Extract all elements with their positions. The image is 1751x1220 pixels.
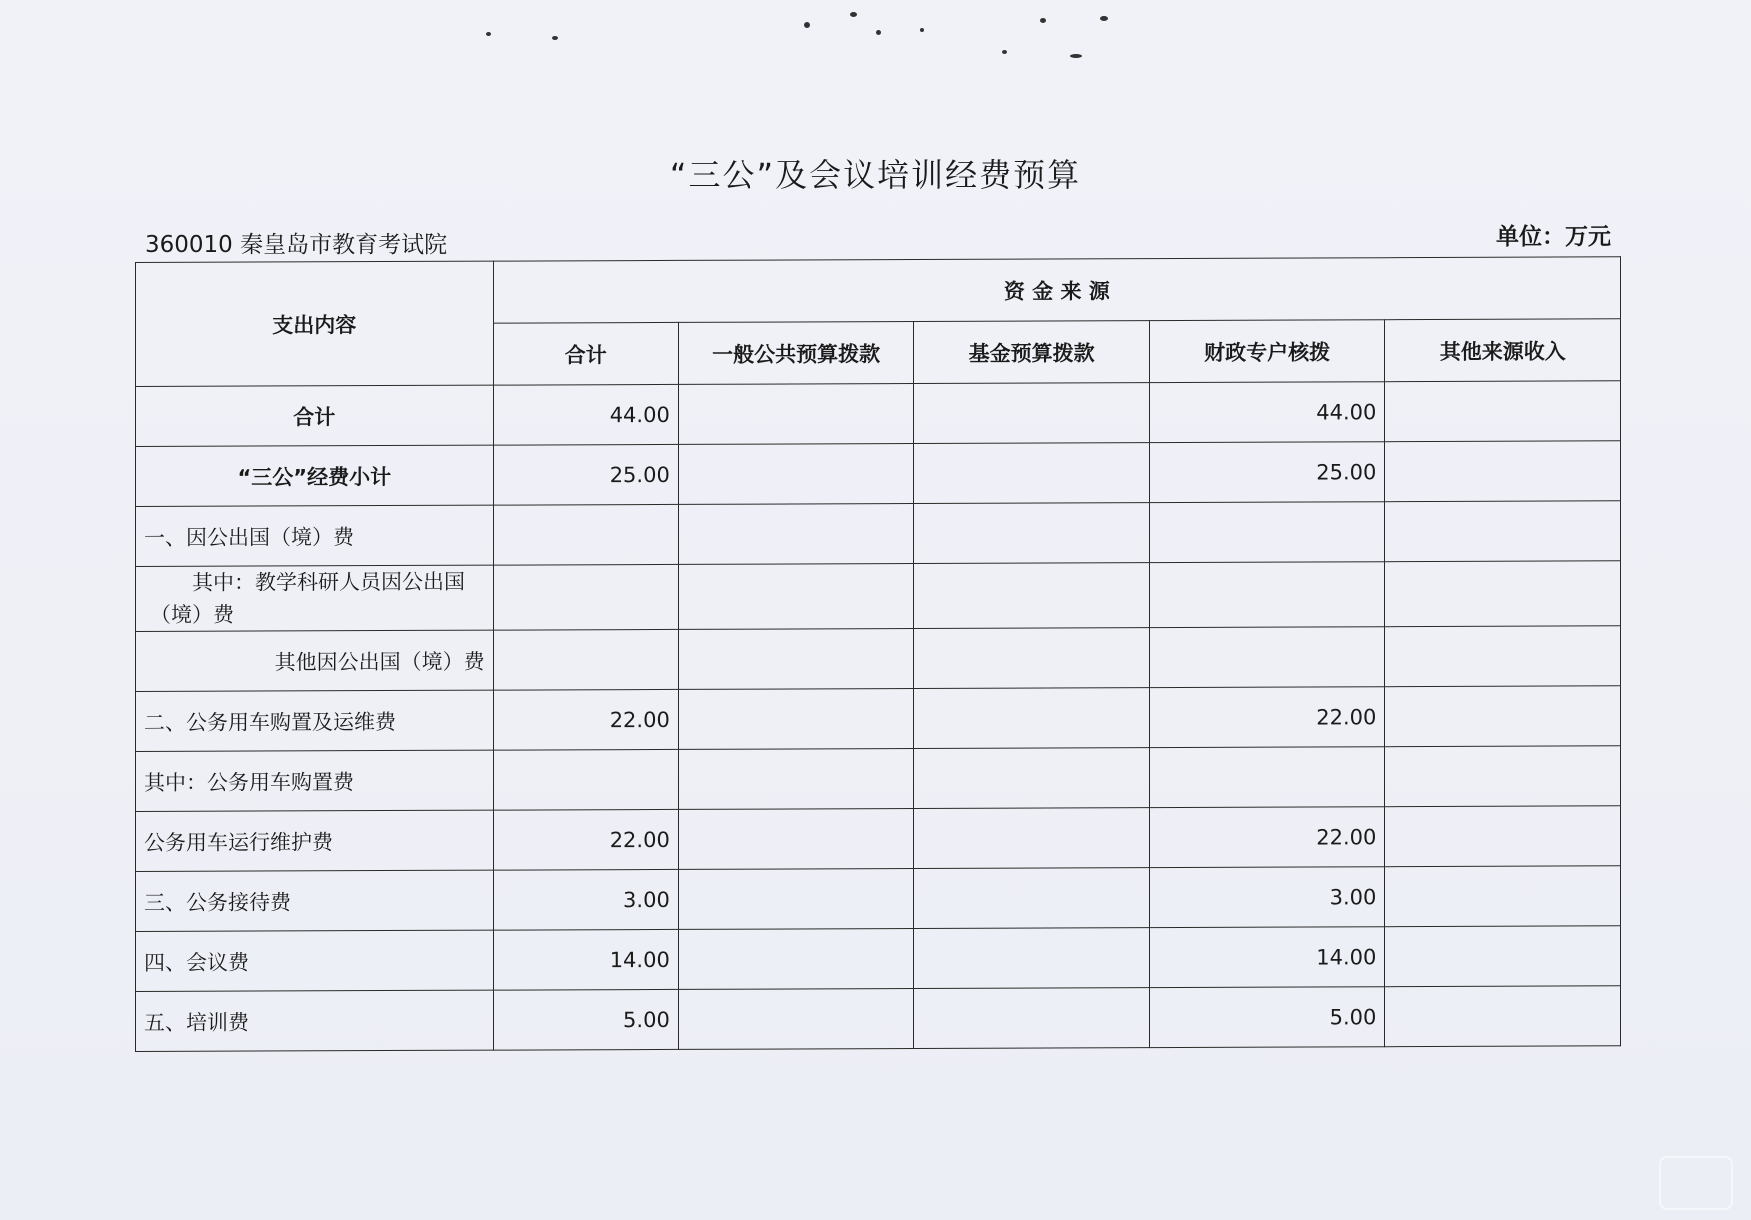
row-label: 二、公务用车购置及运维费 xyxy=(136,690,494,751)
cell-special xyxy=(1149,562,1385,628)
cell-total: 22.00 xyxy=(493,689,678,750)
row-label: 其中：教学科研人员因公出国（境）费 xyxy=(136,565,494,631)
row-label: 其他因公出国（境）费 xyxy=(136,630,494,691)
corner-watermark xyxy=(1659,1156,1733,1210)
cell-fund xyxy=(914,688,1150,749)
cell-general xyxy=(678,989,914,1050)
cell-other xyxy=(1385,626,1621,687)
cell-other xyxy=(1385,986,1621,1047)
cell-fund xyxy=(914,748,1150,809)
row-label: 一、因公出国（境）费 xyxy=(136,505,494,566)
cell-total xyxy=(493,564,678,630)
cell-total: 3.00 xyxy=(493,869,678,930)
cell-general xyxy=(678,689,914,750)
cell-total: 5.00 xyxy=(493,989,678,1050)
cell-total: 14.00 xyxy=(493,929,678,990)
cell-special xyxy=(1149,747,1385,808)
row-label: “三公”经费小计 xyxy=(136,445,494,506)
cell-other xyxy=(1385,746,1621,807)
unit-label: 单位：万元 xyxy=(1496,224,1611,250)
table-row xyxy=(136,806,1621,872)
cell-other xyxy=(1385,686,1621,747)
table-row xyxy=(136,926,1621,992)
cell-fund xyxy=(914,563,1150,629)
cell-general xyxy=(678,444,914,505)
cell-special xyxy=(1149,627,1385,688)
row-label: 公务用车运行维护费 xyxy=(136,810,494,871)
cell-total: 25.00 xyxy=(493,444,678,505)
cell-special xyxy=(1149,502,1385,563)
header-funding-source: 资 金 来 源 xyxy=(493,257,1620,323)
cell-total xyxy=(493,504,678,565)
cell-general xyxy=(678,749,914,810)
cell-fund xyxy=(914,808,1150,869)
cell-other xyxy=(1385,561,1621,627)
cell-general xyxy=(678,504,914,565)
cell-special: 22.00 xyxy=(1149,687,1385,748)
budget-table xyxy=(135,256,1621,1052)
cell-fund xyxy=(914,988,1150,1049)
organization-code-name: 360010 秦皇岛市教育考试院 xyxy=(145,232,448,258)
row-label: 三、公务接待费 xyxy=(136,870,494,931)
cell-fund xyxy=(914,868,1150,929)
document-title: “三公”及会议培训经费预算 xyxy=(669,156,1082,194)
cell-fund xyxy=(914,928,1150,989)
table-row xyxy=(136,986,1621,1052)
cell-special: 14.00 xyxy=(1149,927,1385,988)
header-col-special-account: 财政专户核拨 xyxy=(1149,320,1385,383)
cell-other xyxy=(1385,381,1621,442)
table-row xyxy=(136,441,1621,507)
header-col-fund-budget: 基金预算拨款 xyxy=(914,321,1150,384)
row-label: 五、培训费 xyxy=(136,990,494,1051)
table-row xyxy=(136,626,1621,692)
cell-general xyxy=(678,564,914,630)
cell-fund xyxy=(914,443,1150,504)
cell-general xyxy=(678,384,914,445)
table-row xyxy=(136,746,1621,812)
header-expense-content: 支出内容 xyxy=(136,261,494,386)
cell-other xyxy=(1385,441,1621,502)
row-label: 四、会议费 xyxy=(136,930,494,991)
cell-fund xyxy=(914,503,1150,564)
table-row xyxy=(136,501,1621,567)
cell-special: 22.00 xyxy=(1149,807,1385,868)
cell-total: 44.00 xyxy=(493,384,678,445)
cell-fund xyxy=(914,383,1150,444)
cell-other xyxy=(1385,866,1621,927)
header-col-total: 合计 xyxy=(493,322,678,385)
row-label: 其中：公务用车购置费 xyxy=(136,750,494,811)
cell-other xyxy=(1385,926,1621,987)
table-row xyxy=(136,381,1621,447)
cell-fund xyxy=(914,628,1150,689)
cell-total: 22.00 xyxy=(493,809,678,870)
cell-general xyxy=(678,869,914,930)
cell-other xyxy=(1385,501,1621,562)
header-col-other-income: 其他来源收入 xyxy=(1385,319,1621,382)
cell-other xyxy=(1385,806,1621,867)
header-row-top xyxy=(136,257,1621,325)
cell-total xyxy=(493,749,678,810)
cell-special: 5.00 xyxy=(1149,987,1385,1048)
row-label: 合计 xyxy=(136,385,494,446)
cell-general xyxy=(678,929,914,990)
cell-general xyxy=(678,809,914,870)
cell-special: 44.00 xyxy=(1149,382,1385,443)
table-row xyxy=(136,686,1621,752)
cell-special: 3.00 xyxy=(1149,867,1385,928)
cell-total xyxy=(493,629,678,690)
cell-special: 25.00 xyxy=(1149,442,1385,503)
table-row xyxy=(136,866,1621,932)
table-row xyxy=(136,561,1621,632)
cell-general xyxy=(678,629,914,690)
header-col-general-budget: 一般公共预算拨款 xyxy=(678,322,914,385)
